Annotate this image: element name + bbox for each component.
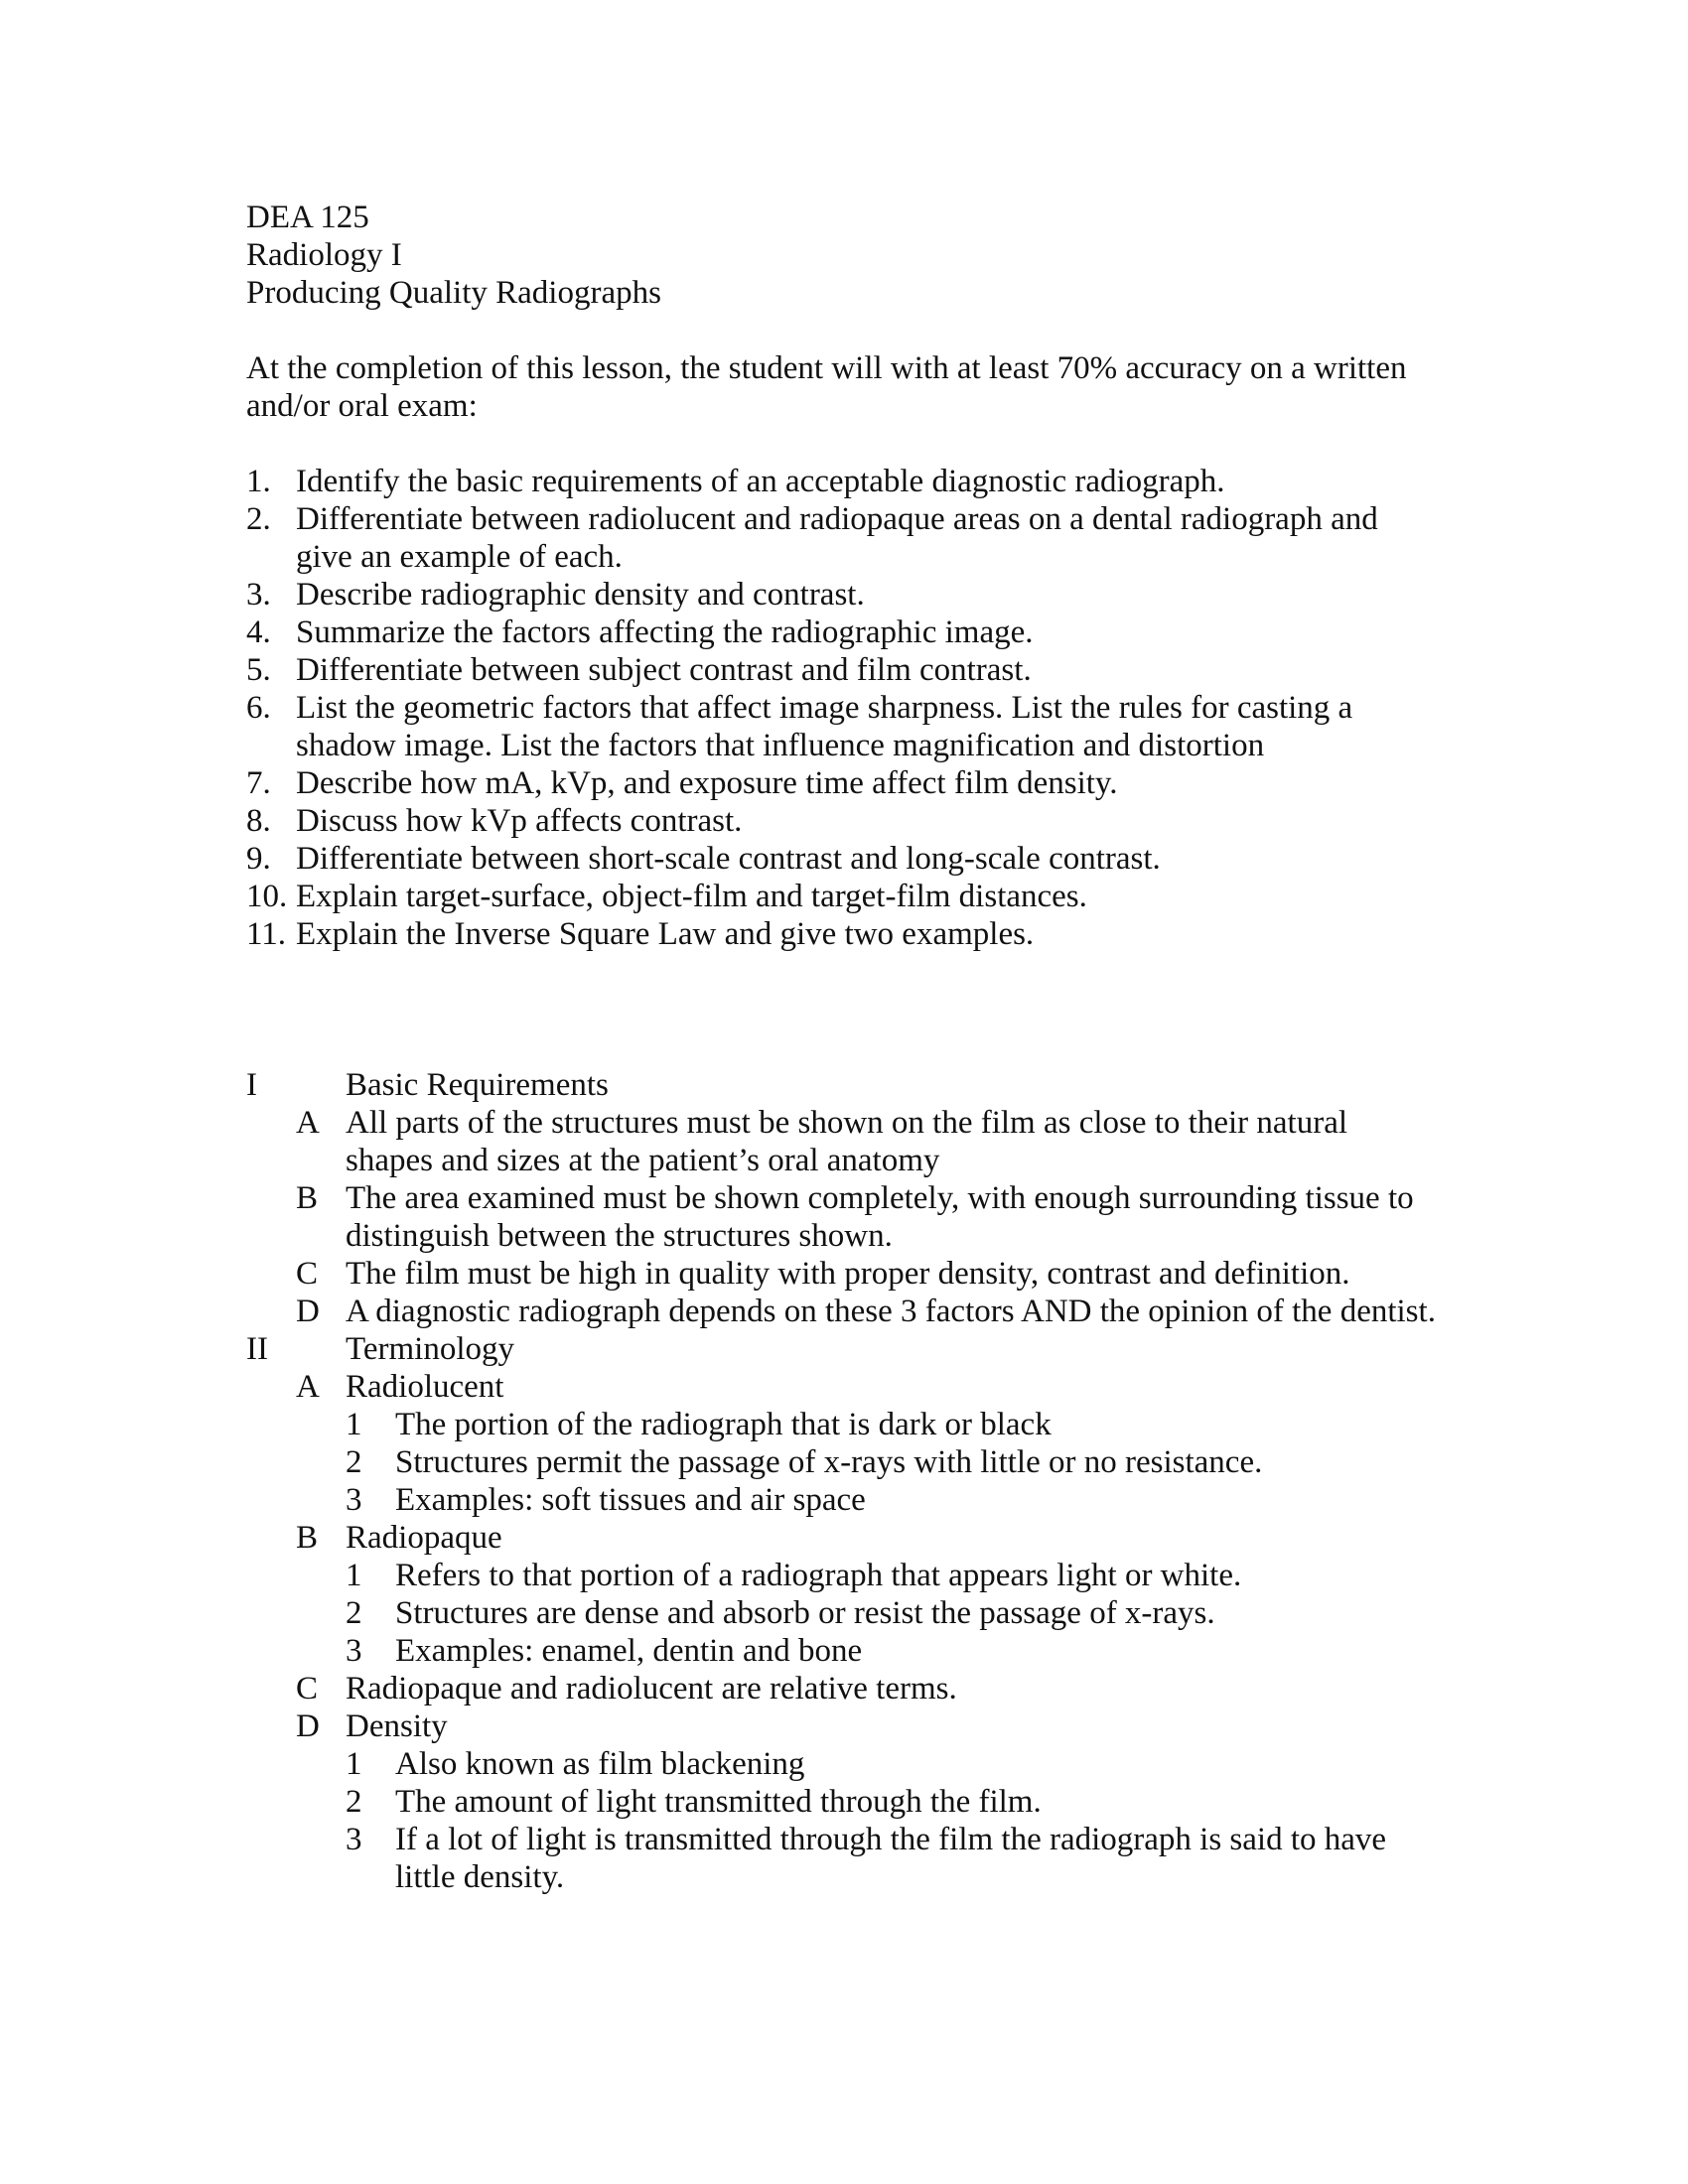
outline-item: D Density [296,1708,448,1744]
outline-item: B Radiopaque [296,1520,502,1556]
list-item: 11. Explain the Inverse Square Law and give two examples. [246,916,1035,952]
outline-subitem: 2 The amount of light transmitted through the film. [346,1784,1042,1820]
list-item: 8. Discuss how kVp affects contrast. [246,803,743,839]
list-item: 9. Differentiate between short-scale contrast and long-scale contrast. [246,841,1161,877]
outline-item: A Radiolucent [296,1369,504,1405]
list-item: 5. Differentiate between subject contrast and film contrast. [246,652,1032,688]
intro-paragraph: At the completion of this lesson, the student will with at least 70% accuracy on a written and/or oral exam: [246,350,1407,424]
outline-subitem: 3 Examples: enamel, dentin and bone [346,1633,863,1669]
outline-subitem: 2 Structures are dense and absorb or resist the passage of x-rays. [346,1595,1215,1631]
list-item: 3. Describe radiographic density and contrast. [246,577,865,613]
outline-subitem: 2 Structures permit the passage of x-rays with little or no resistance. [346,1444,1263,1480]
outline-section-heading: II Terminology [246,1331,514,1367]
list-item: 4. Summarize the factors affecting the radiographic image. [246,614,1034,650]
outline-item: C The film must be high in quality with proper density, contrast and definition. [296,1256,1350,1292]
outline-item: A All parts of the structures must be shown on the film as close to their natural shapes and sizes at the patient’s oral anatomy [296,1105,1348,1178]
outline-item: B The area examined must be shown completely, with enough surrounding tissue to distinguish between the structures shown. [296,1180,1414,1254]
lesson-topic: Producing Quality Radiographs [246,275,661,311]
outline-subitem: 3 If a lot of light is transmitted through the film the radiograph is said to have little density. [346,1822,1387,1895]
outline-item: C Radiopaque and radiolucent are relative terms. [296,1671,957,1706]
outline-section-heading: I Basic Requirements [246,1067,609,1103]
list-item: 1. Identify the basic requirements of an acceptable diagnostic radiograph. [246,464,1225,499]
list-item: 2. Differentiate between radiolucent and radiopaque areas on a dental radiograph and give an example of each. [246,501,1378,575]
list-item: 10. Explain target-surface, object-film and target-film distances. [246,879,1087,914]
outline-subitem: 1 The portion of the radiograph that is dark or black [346,1407,1052,1442]
page-content [246,199,1438,1896]
outline-subitem: 1 Refers to that portion of a radiograph that appears light or white. [346,1558,1242,1593]
objectives-list [246,463,1438,953]
list-item: 7. Describe how mA, kVp, and exposure time affect film density. [246,765,1118,801]
list-item: 6. List the geometric factors that affect image sharpness. List the rules for casting a shadow image. List the factors that influence magnification and distortion [246,690,1353,763]
outline [246,1066,1438,1896]
outline-subitem: 1 Also known as film blackening [346,1746,805,1782]
outline-item: D A diagnostic radiograph depends on these 3 factors AND the opinion of the dentist. [296,1294,1436,1329]
document-header [246,199,1438,312]
outline-subitem: 3 Examples: soft tissues and air space [346,1482,866,1518]
course-code: DEA 125 [246,200,369,235]
course-subject: Radiology I [246,237,402,273]
